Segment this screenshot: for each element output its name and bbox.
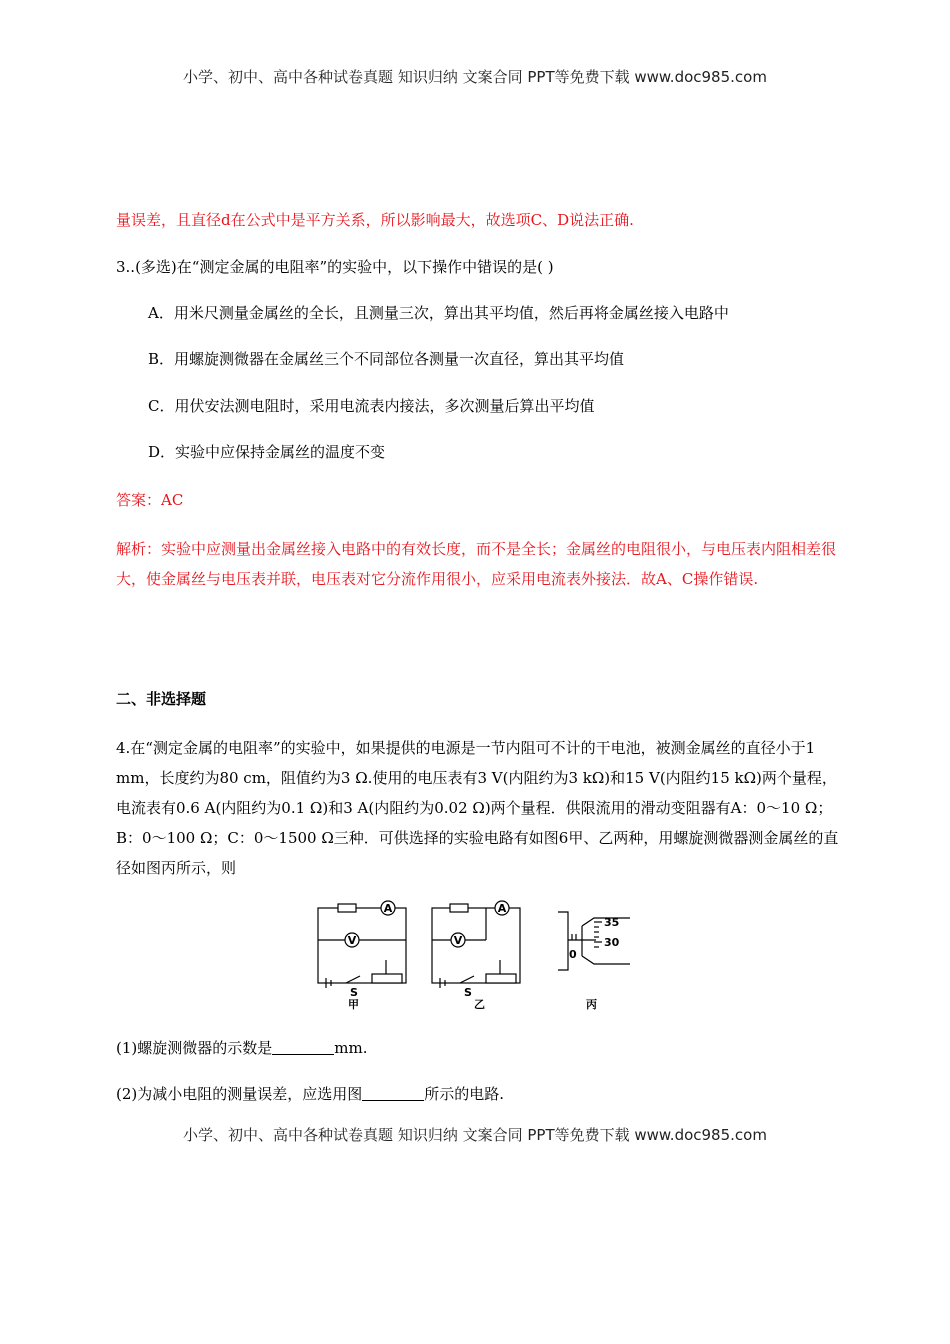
- circuit-jia-resistor: [338, 904, 356, 912]
- question-4-sub-2-text: (2)为减小电阻的测量误差，应选用图: [116, 1085, 363, 1103]
- circuit-jia-frame: [318, 908, 406, 983]
- question-4-sub-1: [116, 1033, 840, 1063]
- question-3-option-c: C．用伏安法测电阻时，采用电流表内接法，多次测量后算出平均值: [148, 397, 595, 415]
- circuit-jia-ammeter-label: A: [383, 902, 393, 915]
- figure-label-jia: 甲: [348, 998, 359, 1010]
- figure-label-bing: 丙: [586, 998, 597, 1010]
- circuit-yi-rheostat: [486, 974, 516, 983]
- question-4-sub-2-tail: 所示的电路.: [424, 1085, 505, 1103]
- question-4-sub-1-blank[interactable]: [272, 1040, 334, 1055]
- micrometer-label-0: 0: [569, 948, 577, 961]
- figures-svg: [316, 900, 646, 1010]
- question-3-explanation: 解析：实验中应测量出金属丝接入电路中的有效长度，而不是全长；金属丝的电阻很小，与电压表内阻相差很大，使金属丝与电压表并联，电压表对它分流作用很小，应采用电流表外接法．故A、C操作错误.: [116, 540, 837, 588]
- micrometer-thimble-bottom: [582, 956, 630, 964]
- figure-label-yi: 乙: [474, 998, 485, 1010]
- micrometer-frame: [558, 912, 568, 970]
- circuit-figures: [316, 900, 646, 1010]
- circuit-jia-rheostat: [372, 974, 402, 983]
- page-header: 小学、初中、高中各种试卷真题 知识归纳 文案合同 PPT等免费下载 www.doc985.com: [183, 68, 767, 86]
- section-title: 二、非选择题: [116, 690, 207, 708]
- previous-explanation: 量误差，且直径d在公式中是平方关系，所以影响最大，故选项C、D说法正确.: [116, 211, 634, 229]
- circuit-jia-switch: [346, 976, 360, 983]
- micrometer-label-30: 30: [604, 936, 620, 949]
- question-3-stem: 3..(多选)在“测定金属的电阻率”的实验中，以下操作中错误的是( ): [116, 258, 554, 276]
- circuit-yi-switch: [460, 976, 474, 983]
- question-3-option-d: D．实验中应保持金属丝的温度不变: [148, 443, 386, 461]
- circuit-yi-switch-label: S: [464, 986, 472, 999]
- circuit-yi-voltmeter-label: V: [453, 934, 463, 947]
- question-4-sub-1-text: (1)螺旋测微器的示数是: [116, 1039, 273, 1057]
- circuit-jia-switch-label: S: [350, 986, 358, 999]
- circuit-yi-frame: [432, 908, 520, 983]
- question-4-stem: 4.在“测定金属的电阻率”的实验中，如果提供的电源是一节内阻可不计的干电池，被测金属丝的直径小于1 mm，长度约为80 cm，阻值约为3 Ω.使用的电压表有3 V(内阻约为3 kΩ)和15 V(内阻约15 kΩ)两个量程，电流表有0.6 A(内阻约为0.1 Ω)和3 A(内阻约为0.02 Ω)两个量程．供限流用的滑动变阻器有A：0～10 Ω；B：0～100 Ω；C：0～1500 Ω三种．可供选择的实验电路有如图6甲、乙两种，用螺旋测微器测金属丝的直径如图丙所示，则: [116, 739, 839, 877]
- circuit-yi: [432, 901, 520, 988]
- page-footer: 小学、初中、高中各种试卷真题 知识归纳 文案合同 PPT等免费下载 www.doc985.com: [183, 1126, 767, 1144]
- circuit-yi-ammeter-label: A: [497, 902, 507, 915]
- circuit-jia: [318, 901, 406, 988]
- circuit-yi-resistor: [450, 904, 468, 912]
- question-4-sub-2: [116, 1079, 840, 1109]
- micrometer-label-35: 35: [604, 916, 620, 929]
- question-4-sub-1-unit: mm.: [334, 1039, 368, 1057]
- question-3-answer: 答案：AC: [116, 491, 184, 509]
- circuit-jia-voltmeter-label: V: [347, 934, 357, 947]
- question-3-option-a: A．用米尺测量金属丝的全长，且测量三次，算出其平均值，然后再将金属丝接入电路中: [148, 304, 729, 322]
- question-4-sub-2-blank[interactable]: [362, 1086, 424, 1101]
- question-3-option-b: B．用螺旋测微器在金属丝三个不同部位各测量一次直径，算出其平均值: [148, 350, 625, 368]
